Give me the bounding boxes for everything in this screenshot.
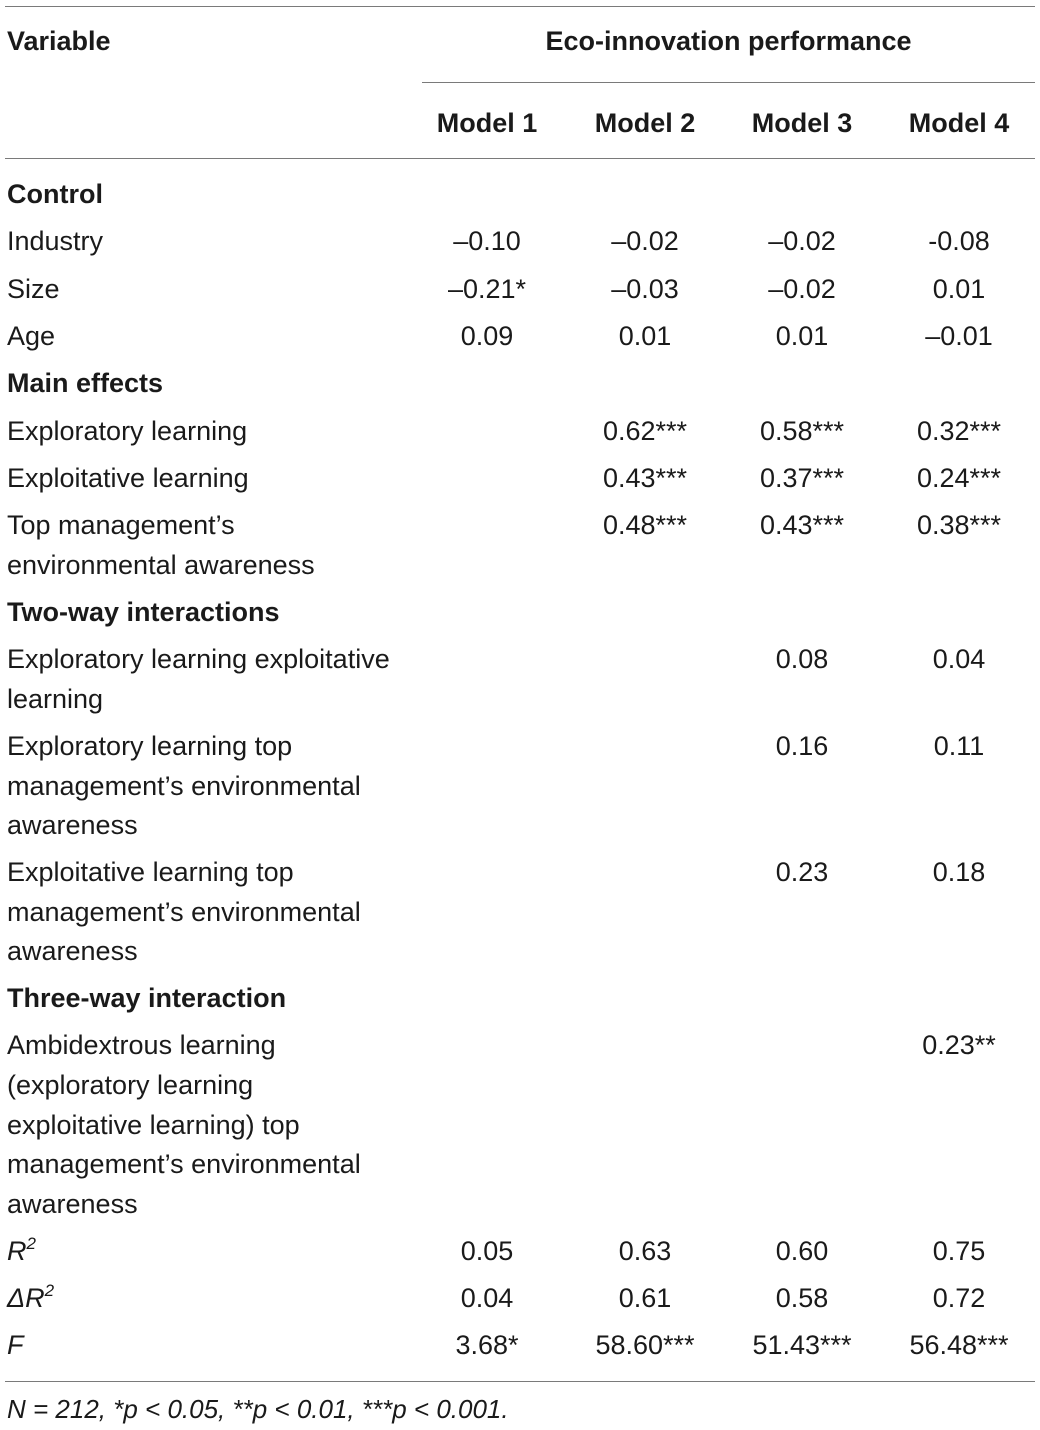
table-cell: 0.63 bbox=[618, 1236, 672, 1266]
row-label-ambidextrous-cont: management’s environmental bbox=[7, 1149, 361, 1179]
column-header-model-3: Model 3 bbox=[751, 108, 853, 138]
row-label-size: Size bbox=[7, 274, 60, 304]
table-cell: 0.37*** bbox=[759, 463, 845, 493]
superscript: 2 bbox=[44, 1281, 55, 1300]
column-header-model-1: Model 1 bbox=[436, 108, 538, 138]
table-cell: 0.38*** bbox=[916, 510, 1002, 540]
row-label-ambidextrous-cont: exploitative learning) top bbox=[7, 1110, 300, 1140]
header-bottom-rule bbox=[5, 158, 1035, 159]
table-cell: 0.23 bbox=[775, 857, 829, 887]
delta-r-squared-label: ΔR bbox=[7, 1283, 45, 1313]
table-cell: 0.09 bbox=[460, 321, 514, 351]
r-squared-label: R bbox=[7, 1236, 27, 1266]
column-header-model-2: Model 2 bbox=[594, 108, 696, 138]
table-cell: 0.72 bbox=[932, 1283, 986, 1313]
table-cell: 0.43*** bbox=[759, 510, 845, 540]
table-cell: 0.58*** bbox=[759, 416, 845, 446]
row-label-ambidextrous-cont: (exploratory learning bbox=[7, 1070, 254, 1100]
table-footnote: N = 212, *p < 0.05, **p < 0.01, ***p < 0.001. bbox=[7, 1394, 509, 1424]
table-cell: –0.10 bbox=[453, 226, 521, 256]
column-group-header: Eco-innovation performance bbox=[545, 26, 912, 56]
table-cell: 0.23** bbox=[922, 1030, 996, 1060]
table-cell: 0.75 bbox=[932, 1236, 986, 1266]
table-cell: 0.58 bbox=[775, 1283, 829, 1313]
section-header-three-way: Three-way interaction bbox=[7, 983, 287, 1013]
row-label-exploratory-tmea: Exploratory learning top bbox=[7, 731, 293, 761]
section-header-control: Control bbox=[7, 179, 103, 209]
table-cell: –0.03 bbox=[611, 274, 679, 304]
table-cell: 0.60 bbox=[775, 1236, 829, 1266]
column-header-variable: Variable bbox=[7, 26, 111, 56]
row-label-ambidextrous: Ambidextrous learning bbox=[7, 1030, 276, 1060]
row-label-industry: Industry bbox=[7, 226, 104, 256]
row-label-r-squared bbox=[7, 1231, 417, 1271]
table-cell: 0.11 bbox=[933, 731, 985, 761]
table-cell: 0.43*** bbox=[602, 463, 688, 493]
table-cell: 0.18 bbox=[932, 857, 986, 887]
row-label-exploratory-exploitative-cont: learning bbox=[7, 684, 104, 714]
table-cell: 0.01 bbox=[932, 274, 986, 304]
row-label-delta-r-squared bbox=[7, 1278, 417, 1318]
table-cell: 56.48*** bbox=[909, 1330, 1009, 1360]
row-label-f: F bbox=[7, 1330, 24, 1360]
superscript: 2 bbox=[26, 1234, 36, 1253]
row-label-exploitative-tmea: Exploitative learning top bbox=[7, 857, 294, 887]
table-cell: 0.61 bbox=[618, 1283, 672, 1313]
row-label-exploitative-tmea-cont: management’s environmental bbox=[7, 897, 361, 927]
row-label-top-management-awareness: Top management’s bbox=[7, 510, 235, 540]
table-cell: 0.16 bbox=[775, 731, 829, 761]
table-cell: –0.02 bbox=[768, 274, 836, 304]
column-header-model-4: Model 4 bbox=[908, 108, 1010, 138]
table-cell: 0.01 bbox=[775, 321, 829, 351]
table-bottom-rule bbox=[5, 1381, 1035, 1382]
table-cell: –0.02 bbox=[768, 226, 836, 256]
row-label-exploratory-tmea-cont: awareness bbox=[7, 810, 138, 840]
table-cell: 0.04 bbox=[932, 644, 986, 674]
table-cell: 0.04 bbox=[460, 1283, 514, 1313]
row-label-age: Age bbox=[7, 321, 56, 351]
row-label-exploratory-exploitative: Exploratory learning exploitative bbox=[7, 644, 390, 674]
row-label-exploratory-learning: Exploratory learning bbox=[7, 416, 248, 446]
table-cell: 58.60*** bbox=[595, 1330, 695, 1360]
table-cell: 0.48*** bbox=[602, 510, 688, 540]
table-top-rule bbox=[5, 6, 1035, 7]
table-cell: 0.24*** bbox=[916, 463, 1002, 493]
row-label-exploitative-learning: Exploitative learning bbox=[7, 463, 249, 493]
table-cell: –0.21* bbox=[447, 274, 527, 304]
row-label-top-management-awareness-cont: environmental awareness bbox=[7, 550, 315, 580]
table-cell: –0.01 bbox=[925, 321, 993, 351]
table-cell: 0.05 bbox=[460, 1236, 514, 1266]
section-header-main-effects: Main effects bbox=[7, 368, 164, 398]
group-header-rule bbox=[422, 82, 1035, 83]
table-cell: -0.08 bbox=[928, 226, 990, 256]
row-label-exploitative-tmea-cont: awareness bbox=[7, 936, 138, 966]
row-label-ambidextrous-cont: awareness bbox=[7, 1189, 138, 1219]
table-cell: 3.68* bbox=[455, 1330, 519, 1360]
table-cell: 0.08 bbox=[775, 644, 829, 674]
table-cell: 0.01 bbox=[618, 321, 672, 351]
table-cell: 51.43*** bbox=[752, 1330, 852, 1360]
table-cell: 0.32*** bbox=[916, 416, 1002, 446]
row-label-exploratory-tmea-cont: management’s environmental bbox=[7, 771, 361, 801]
section-header-two-way: Two-way interactions bbox=[7, 597, 280, 627]
table-cell: –0.02 bbox=[611, 226, 679, 256]
table-cell: 0.62*** bbox=[602, 416, 688, 446]
